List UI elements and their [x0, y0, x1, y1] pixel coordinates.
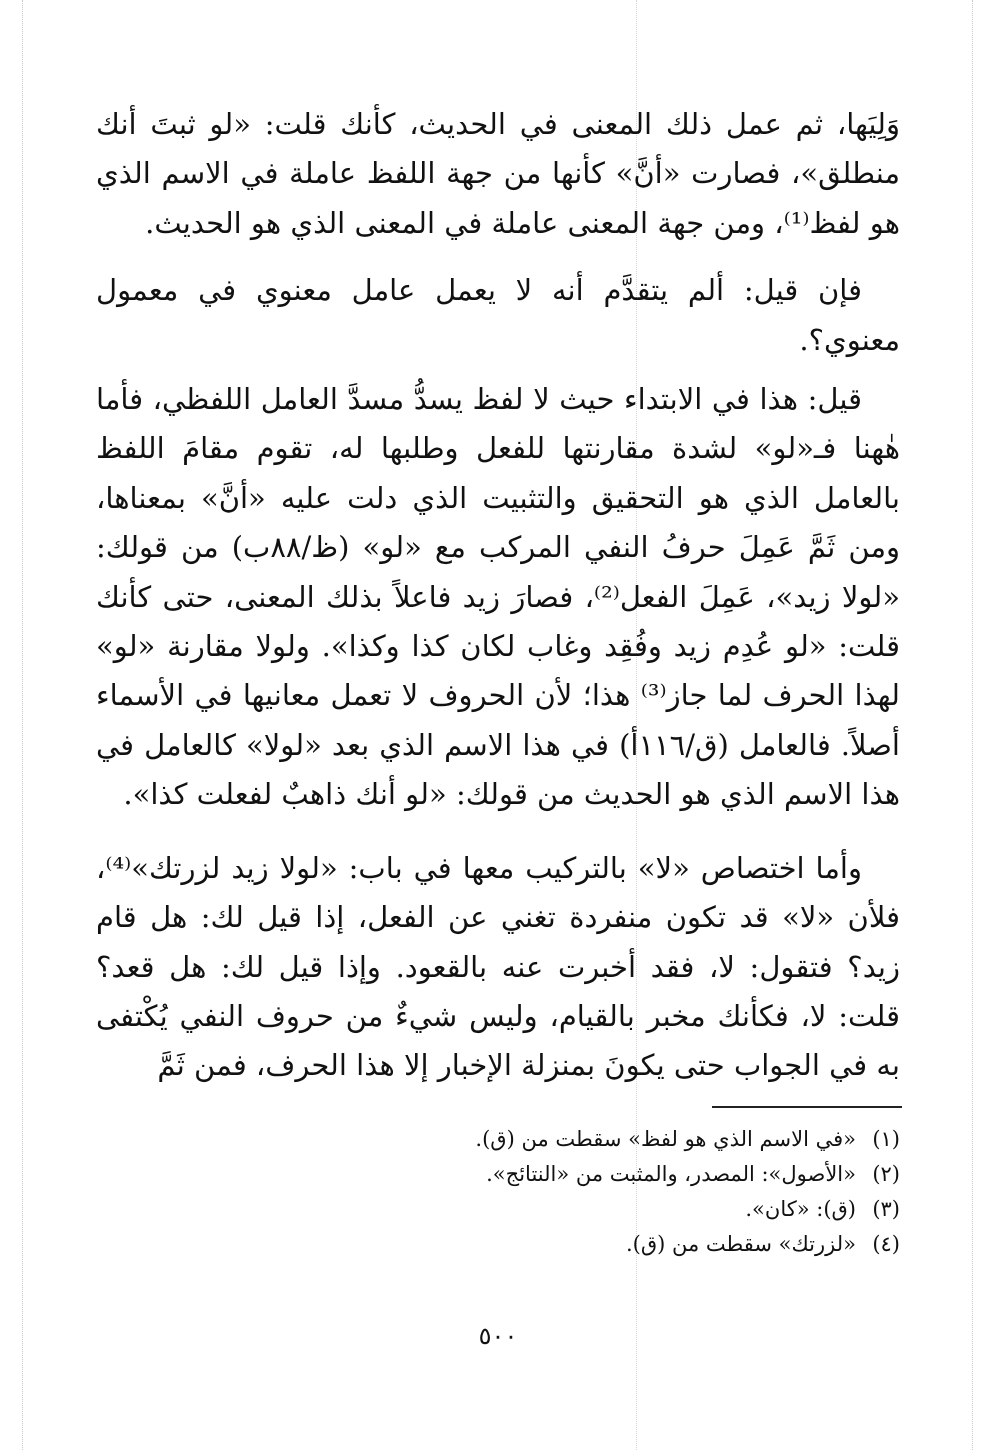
- scan-guide-left: [22, 0, 23, 1450]
- footnote-number: (٤): [872, 1232, 900, 1256]
- footnote-4: [200, 1227, 900, 1262]
- main-text: [96, 100, 900, 1091]
- paragraph-1: وَلِيَها، ثم عمل ذلك المعنى في الحديث، كأنك قلت: «لو ثبتَ أنك منطلق»، فصارت «أنَّ» كأنها من جهة اللفظ عاملة في الاسم الذي هو لفظ⁽¹⁾، ومن جهة المعنى عاملة في المعنى الذي هو الحديث.: [96, 107, 900, 240]
- footnote-text: «الأصول»: المصدر، والمثبت من «النتائج».: [486, 1162, 856, 1186]
- footnote-1: [200, 1122, 900, 1157]
- paragraph-4: وأما اختصاص «لا» بالتركيب معها في باب: «لولا زيد لزرتك»⁽⁴⁾، فلأن «لا» قد تكون منفردة تغني عن الفعل، إذا قيل لك: هل قام زيد؟ فتقول: لا، فقد أخبرت عنه بالقعود. وإذا قيل لك: هل قعد؟ قلت: لا، فكأنك مخبر بالقيام، وليس شيءٌ من حروف النفي يُكْتفى به في الجواب حتى يكونَ بمنزلة الإخبار إلا هذا الحرف، فمن ثَمَّ: [96, 850, 900, 1083]
- paragraph-3: قيل: هذا في الابتداء حيث لا لفظ يسدُّ مسدَّ العامل اللفظي، فأما هٰهنا فـ«لو» لشدة مقارنتها للفعل وطلبها له، تقوم مقامَ اللفظ بالعامل الذي هو التحقيق والتثبيت الذي دلت عليه «أنَّ» بمعناها، ومن ثَمَّ عَمِلَ حرفُ النفي المركب مع «لو» (ظ/٨٨ب) من قولك: «لولا زيد»، عَمِلَ الفعل⁽²⁾، فصارَ زيد فاعلاً بذلك المعنى، حتى كأنك قلت: «لو عُدِم زيد وفُقِد وغاب لكان كذا وكذا». ولولا مقارنة «لو» لهذا الحرف لما جاز⁽³⁾ هذا؛ لأن الحروف لا تعمل معانيها في الأسماء أصلاً. فالعامل (ق/١١٦أ) في هذا الاسم الذي بعد «لولا» كالعامل في هذا الاسم الذي هو الحديث من قولك: «لو أنك ذاهبٌ لفعلت كذا».: [96, 382, 901, 812]
- footnote-number: (٣): [872, 1197, 900, 1221]
- footnote-number: (١): [872, 1127, 900, 1151]
- footnote-2: [200, 1157, 900, 1192]
- page-number: ٥٠٠: [478, 1322, 518, 1350]
- footnote-text: «في الاسم الذي هو لفظ» سقطت من (ق).: [475, 1127, 856, 1151]
- footnote-text: (ق): «كان».: [745, 1197, 856, 1221]
- scan-guide-right: [972, 0, 973, 1450]
- footnote-number: (٢): [872, 1162, 900, 1186]
- footnote-separator: [712, 1106, 902, 1108]
- footnotes: [200, 1122, 900, 1262]
- footnote-text: «لزرتك» سقطت من (ق).: [625, 1232, 856, 1256]
- footnote-3: [200, 1192, 900, 1227]
- paragraph-2: فإن قيل: ألم يتقدَّم أنه لا يعمل عامل معنوي في معمول معنوي؟.: [96, 273, 900, 357]
